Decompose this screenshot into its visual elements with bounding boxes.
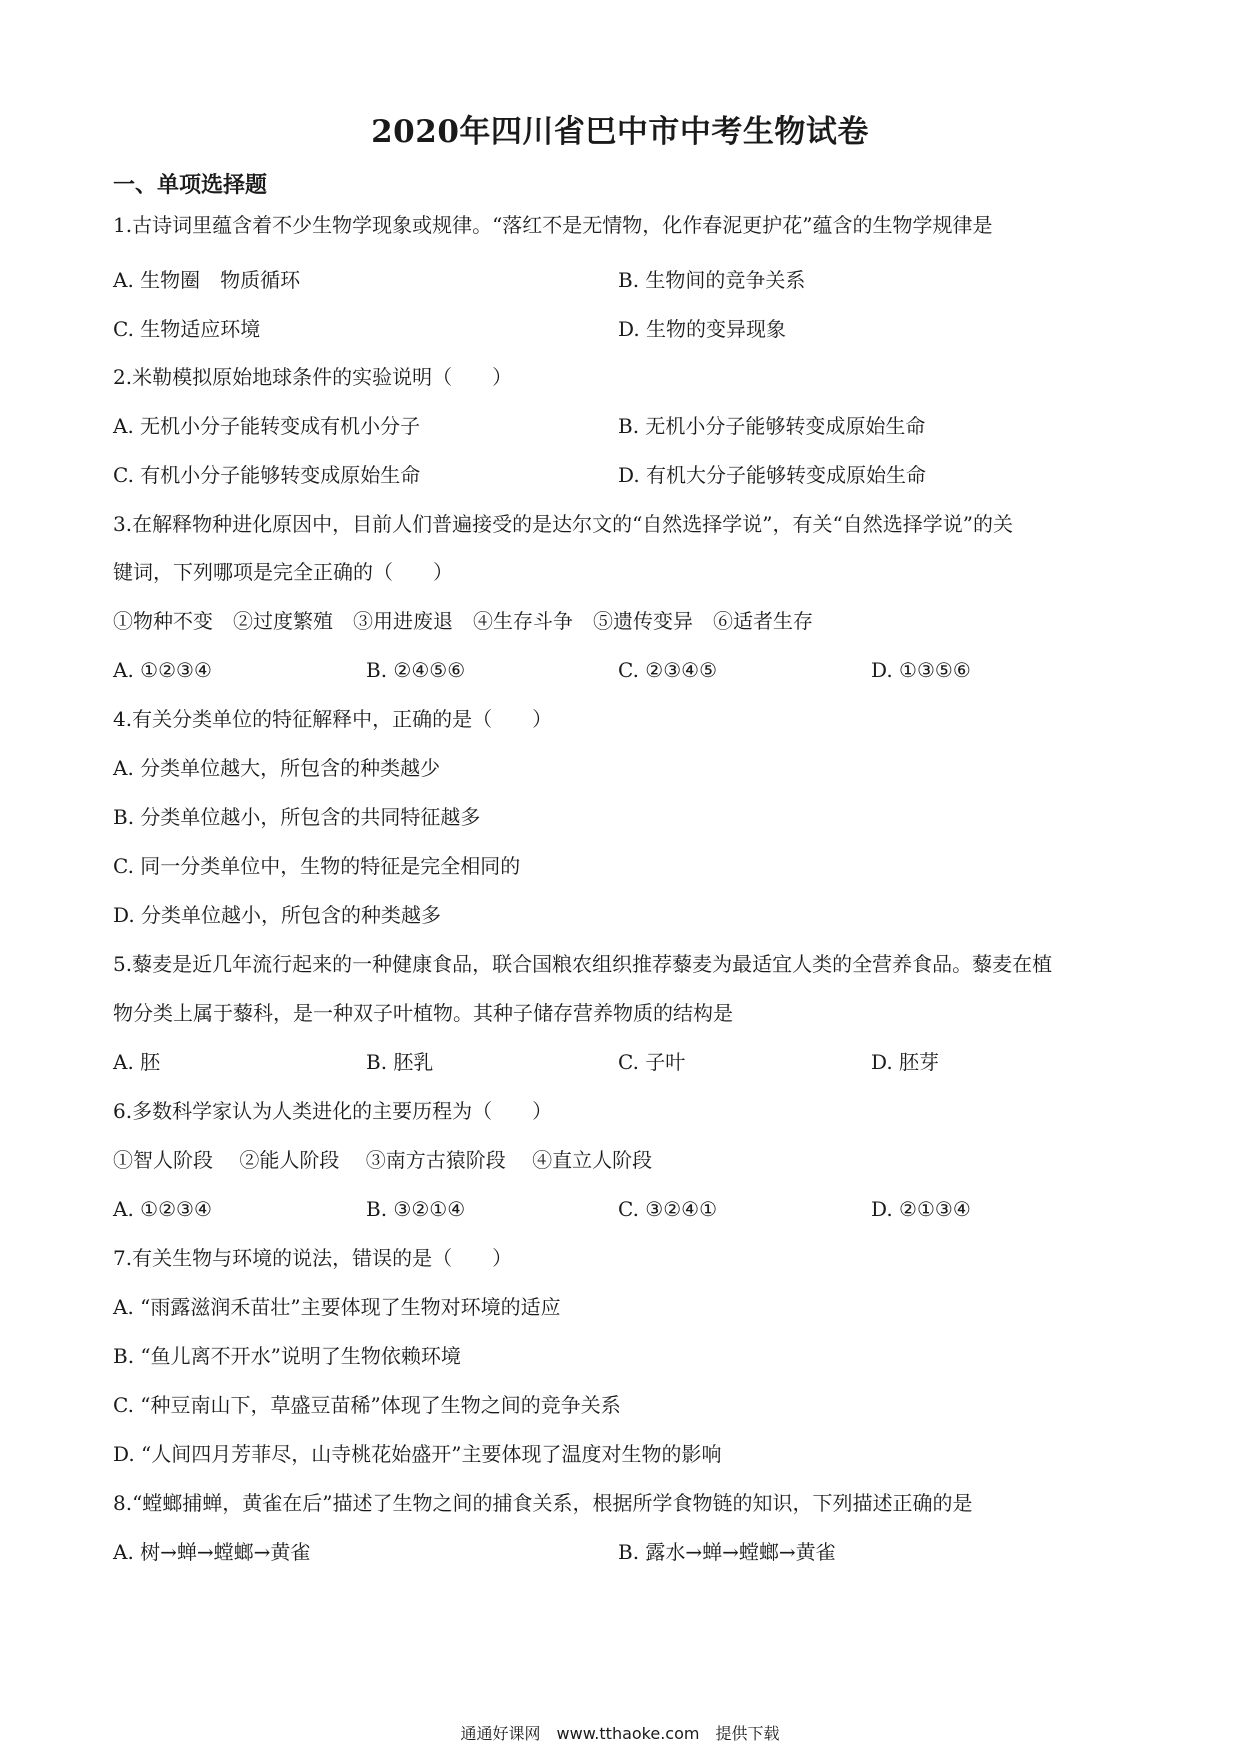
- question-2-stem: 2.米勒模拟原始地球条件的实验说明（ ）: [113, 365, 513, 389]
- question-6-stem: 6.多数科学家认为人类进化的主要历程为（ ）: [113, 1099, 553, 1123]
- q3-option-d: D. ①③⑤⑥: [871, 658, 971, 682]
- q7-option-a: A. “雨露滋润禾苗壮”主要体现了生物对环境的适应: [113, 1295, 561, 1319]
- question-1-stem: 1.古诗词里蕴含着不少生物学现象或规律。“落红不是无情物，化作春泥更护花”蕴含的生物学规律是: [113, 213, 993, 237]
- q6-option-a: A. ①②③④: [113, 1197, 212, 1221]
- q6-option-c: C. ③②④①: [618, 1197, 718, 1221]
- q1-option-d: D. 生物的变异现象: [618, 317, 787, 341]
- q5-option-a: A. 胚: [113, 1050, 161, 1074]
- q1-option-a: A. 生物圈 物质循环: [113, 268, 301, 292]
- question-4-stem: 4.有关分类单位的特征解释中，正确的是（ ）: [113, 707, 553, 731]
- question-3-stem-line2: 键词，下列哪项是完全正确的（ ）: [113, 560, 453, 584]
- question-8-stem: 8.“螳螂捕蝉，黄雀在后”描述了生物之间的捕食关系，根据所学食物链的知识，下列描述正确的是: [113, 1491, 973, 1515]
- q1-option-c: C. 生物适应环境: [113, 317, 261, 341]
- q4-option-c: C. 同一分类单位中，生物的特征是完全相同的: [113, 854, 521, 878]
- q2-option-c: C. 有机小分子能够转变成原始生命: [113, 463, 421, 487]
- q3-option-c: C. ②③④⑤: [618, 658, 718, 682]
- q2-option-d: D. 有机大分子能够转变成原始生命: [618, 463, 927, 487]
- q6-option-b: B. ③②①④: [366, 1197, 466, 1221]
- q6-option-d: D. ②①③④: [871, 1197, 971, 1221]
- q3-option-b: B. ②④⑤⑥: [366, 658, 466, 682]
- q4-option-b: B. 分类单位越小，所包含的共同特征越多: [113, 805, 481, 829]
- question-3-list: ①物种不变 ②过度繁殖 ③用进废退 ④生存斗争 ⑤遗传变异 ⑥适者生存: [113, 609, 813, 633]
- q5-option-d: D. 胚芽: [871, 1050, 940, 1074]
- question-5-stem-line2: 物分类上属于藜科，是一种双子叶植物。其种子储存营养物质的结构是: [113, 1001, 733, 1025]
- q2-option-a: A. 无机小分子能转变成有机小分子: [113, 414, 421, 438]
- q7-option-b: B. “鱼儿离不开水”说明了生物依赖环境: [113, 1344, 461, 1368]
- section-heading: 一、单项选择题: [113, 172, 268, 198]
- q5-option-c: C. 子叶: [618, 1050, 686, 1074]
- page-title: 2020年四川省巴中市中考生物试卷: [371, 114, 869, 150]
- q4-option-d: D. 分类单位越小，所包含的种类越多: [113, 903, 442, 927]
- question-3-stem-line1: 3.在解释物种进化原因中，目前人们普遍接受的是达尔文的“自然选择学说”，有关“自然选择学说”的关: [113, 512, 1013, 536]
- q1-option-b: B. 生物间的竞争关系: [618, 268, 806, 292]
- question-5-stem-line1: 5.藜麦是近几年流行起来的一种健康食品，联合国粮农组织推荐藜麦为最适宜人类的全营养食品。藜麦在植: [113, 952, 1053, 976]
- page-footer: 通通好课网 www.tthaoke.com 提供下载: [460, 1724, 780, 1743]
- q2-option-b: B. 无机小分子能够转变成原始生命: [618, 414, 926, 438]
- question-6-list: ①智人阶段 ②能人阶段 ③南方古猿阶段 ④直立人阶段: [113, 1148, 653, 1172]
- q4-option-a: A. 分类单位越大，所包含的种类越少: [113, 756, 441, 780]
- q5-option-b: B. 胚乳: [366, 1050, 434, 1074]
- q8-option-a: A. 树→蝉→螳螂→黄雀: [113, 1540, 311, 1564]
- q7-option-d: D. “人间四月芳菲尽，山寺桃花始盛开”主要体现了温度对生物的影响: [113, 1442, 722, 1466]
- q8-option-b: B. 露水→蝉→螳螂→黄雀: [618, 1540, 836, 1564]
- q3-option-a: A. ①②③④: [113, 658, 212, 682]
- q7-option-c: C. “种豆南山下，草盛豆苗稀”体现了生物之间的竞争关系: [113, 1393, 621, 1417]
- question-7-stem: 7.有关生物与环境的说法，错误的是（ ）: [113, 1246, 513, 1270]
